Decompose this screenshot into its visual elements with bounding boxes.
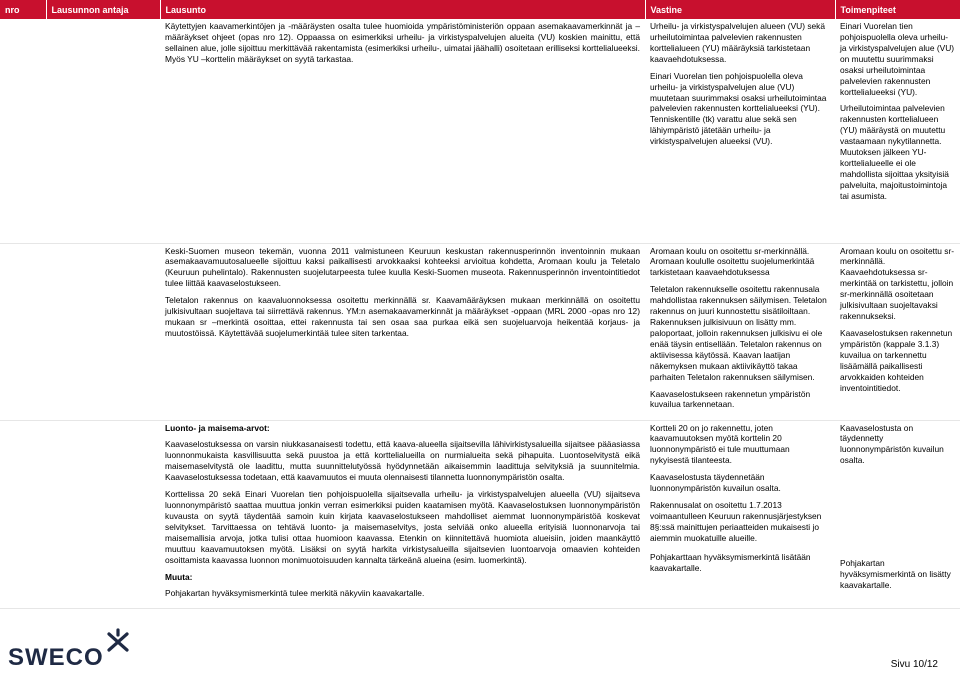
cell-nro [0,243,46,420]
statement-paragraph: Kaavaselostuksessa on varsin niukkasanaisesti todettu, että kaava-alueella sijaitsevilla lähivirkistysalueilla sijaitsee pääasiassa luonnonmukaista kasvillisuutta sekä puustoa ja että korttelialueilla on nurmialueita sekä pihapuita. Luontoselvitystä eikä maisemaselvitystä ole laadittu, mutta suunnittelutyössä hyödynnetään aikaisemmin laadittuja selvityksiä ja suunnitelmia. Kaavaselostuksessa todetaan, että kaavamuutos ei muuta olennaisesti tilannetta luonnonympäristön osalta. [165,439,640,483]
page-number: Sivu 10/12 [890,659,938,670]
header-toimenpiteet: Toimenpiteet [835,0,960,19]
statement-paragraph: Korttelissa 20 sekä Einari Vuorelan tien pohjoispuolella sijaitsevalla urheilu- ja virkistyspalvelujen alueella (VU) sijaitseva luonnonympäristö saattaa muuttua jonkin verran esimerkiksi puiden kaatamisen myötä. Kaavaselostuksen luonnonympäristön kuvausta on syytä täydentää samoin kuin kirjata kaavaselostukseen mahdolliset aiemmat luonnonympäristöä koskevat selvitykset. Tarvittaessa on tehtävä luonto- ja maisemaselvitys, josta selviää onko alueella erityisiä luonnonarvoja tai maisemallisia arvoja, jotka tulisi ottaa huomioon kaavassa. Etenkin on kiinnitettävä huomiota alueisiin, joiden maankäyttö muuttuu kaavamuutoksen myötä. Lisäksi on syytä harkita virkistysalueilla sijaitsevien luontoarvoja omaavien kohteiden osoittamista kaavassa luonnon monimuotoisuuden kannalta tärkeänä alueina (esim. luomerkintä). [165,489,640,565]
cell-nro [0,420,46,609]
header-lausunto: Lausunto [160,0,645,19]
header-nro: nro [0,0,46,19]
cell-lausunto [160,420,645,609]
action-paragraph: Einari Vuorelan tien pohjoispuolella oleva urheilu- ja virkistyspalvelujen alue (VU) on muutettu suurimmaksi osaksi urheilutoimintaa palvelevien rakennusten korttelialueeksi (YU). [840,21,955,97]
cell-antaja [46,19,160,243]
cell-vastine [645,420,835,609]
cell-antaja [46,243,160,420]
sweco-logo [6,628,141,670]
statement-paragraph: Keski-Suomen museon tekemän, vuonna 2011 valmistuneen Keuruun keskustan rakennusperinnön inventoinnin mukaan asemakaavamuutosalueelle sijoittuu kaksi paikallisesti arvokkaaksi kohteeksi arvioitua kohdetta, Aromaan koulu ja Teletalo (Keuruun puhelintalo). Rakennusten suojelutarpeesta tulee kuulla Keski-Suomen museota. Rakennusperinnön inventointitiedot tulee liittää kaavaselostukseen. [165,245,640,289]
response-paragraph: Kortteli 20 on jo rakennettu, joten kaavamuutoksen myötä korttelin 20 luonnonympäristö ei tule muuttumaan nykyisestä tilanteesta. [650,422,790,466]
cell-lausunto [160,19,645,243]
response-paragraph: Aromaan koulu on osoitettu sr-merkinnällä. Aromaan koululle osoitettu suojelumerkintää tarkistetaan kaavaehdotuksessa [650,245,815,278]
response-paragraph: Urheilu- ja virkistyspalvelujen alueen (VU) sekä urheilutoimintaa palvelevien rakennusten korttelialueen (YU) määräyksiä tarkistetaan kaavaehdotuksessa. [650,21,826,64]
table-row [0,420,960,609]
action-paragraph: Kaavaselostusta on täydennetty luonnonympäristön kuvailun osalta. [840,422,944,466]
table-row [0,243,960,420]
statement-paragraph: Teletalon rakennus on kaavaluonnoksessa osoitettu merkinnällä sr. Kaavamääräyksen mukaan merkinnällä on osoitettu julkisivultaan suojeltava tai siirrettävä rakennus. YM:n asemakaavamerkinnät ja määräykset -oppaan (MRL 2000 -opas nro 12) mukaan sr –merkintä osoittaa, ettei rakennusta tai sen osaa saa purkaa eikä sen suojeluarvoja heikentää korjaus- ja muutostöissä. Käytettävää suojelumerkintää tulee siten tarkentaa. [165,295,640,338]
cell-lausunto [160,243,645,420]
action-paragraph: Aromaan koulu on osoitettu sr-merkinnällä. Kaavaehdotuksessa sr-merkintää on tarkistettu, jolloin sr-merkinnällä osoitetaan julkisivultaan suojeltavaksi rakennukseksi. [840,245,955,322]
action-paragraph: Urheilutoimintaa palvelevien rakennusten korttelialueen (YU) määräystä on muutettu vastaamaan nykytilannetta. Muutoksen jälkeen YU-korttelialueelle ei ole mahdollista sijoittaa yksityisiä palveluita, majoitustoimintoja tai asumista. [840,103,949,201]
section-heading: Muuta: [165,571,193,582]
header-vastine: Vastine [645,0,835,19]
section-heading: Luonto- ja maisema-arvot: [165,422,270,433]
response-paragraph: Pohjakarttaan hyväksymismerkintä lisätään kaavakartalle. [650,551,811,573]
statement-paragraph: Käytettyjen kaavamerkintöjen ja -määräysten osalta tulee huomioida ympäristöministeriön oppaan asemakaavamerkinnät ja –määräykset ohjeet (opas nro 12). Oppaassa on esimerkiksi urheilu- ja virkistyspalvelujen alueita (VU) koskien mainittu, että sellainen alue, jolle sijoittuu merkittävää rakentamista (esimerkiksi urheilu-, uimatai jäähalli) osoitetaan erilliseksi korttelialueeksi. Myös YU –korttelin määräykset on syytä tarkastaa. [165,21,640,64]
cell-antaja [46,420,160,609]
cell-vastine [645,243,835,420]
response-paragraph: Einari Vuorelan tien pohjoispuolella oleva urheilu- ja virkistyspalvelujen alue (VU) muutetaan suurimmaksi osaksi urheilutoimintaa palvelevien rakennusten korttelialueeksi (YU). Tenniskentille (tk) varattu alue sekä sen lähiympäristö jätetään urheilu- ja virkistyspalvelujen alueeksi (VU). [650,70,827,147]
action-paragraph: Kaavaselostuksen rakennetun ympäristön (kappale 3.1.3) kuvailua on tarkennettu lisäämällä paikallisesti arvokkaiden kohteiden inventointitiedot. [840,327,953,393]
sweco-logo-text: SWECO [8,644,104,670]
cell-toimenpiteet [835,19,960,243]
response-paragraph: Rakennusalat on osoitettu 1.7.2013 voimaantulleen Keuruun rakennusjärjestyksen 8§:ssä mainittujen periaatteiden mukaisesti jo aiemmin muokatuille alueille. [650,500,822,543]
statement-paragraph: Pohjakartan hyväksymismerkintä tulee merkitä näkyviin kaavakartalle. [165,588,425,599]
table-header-row [0,0,960,19]
sweco-logo-mark [109,630,127,650]
cell-vastine [645,19,835,243]
response-paragraph: Kaavaselostukseen rakennetun ympäristön kuvailua tarkennetaan. [650,388,811,410]
header-antaja: Lausunnon antaja [46,0,160,19]
cell-nro [0,19,46,243]
cell-toimenpiteet [835,243,960,420]
response-paragraph: Teletalon rakennukselle osoitettu rakennusala mahdollistaa rakennuksen säilymisen. Teletalon rakennus on juuri kunnostettu sisätiloiltaan. Rakennuksen julkisivuun on lisätty mm. paloportaat, jolloin rakennuksen julkisivu ei ole enää täysin entisellään. Teletalon rakennus on aktiivisessa käytössä. Kaavan laatijan näkemyksen mukaan aktiivikäyttö takaa parhaiten Teletalon rakennuksen säilymisen. [650,284,827,382]
cell-toimenpiteet [835,420,960,609]
action-paragraph: Pohjakartan hyväksymismerkintä on lisätty kaavakartalle. [840,558,951,591]
response-paragraph: Kaavaselostusta täydennetään luonnonympäristön kuvailun osalta. [650,472,781,494]
table-row [0,19,960,243]
